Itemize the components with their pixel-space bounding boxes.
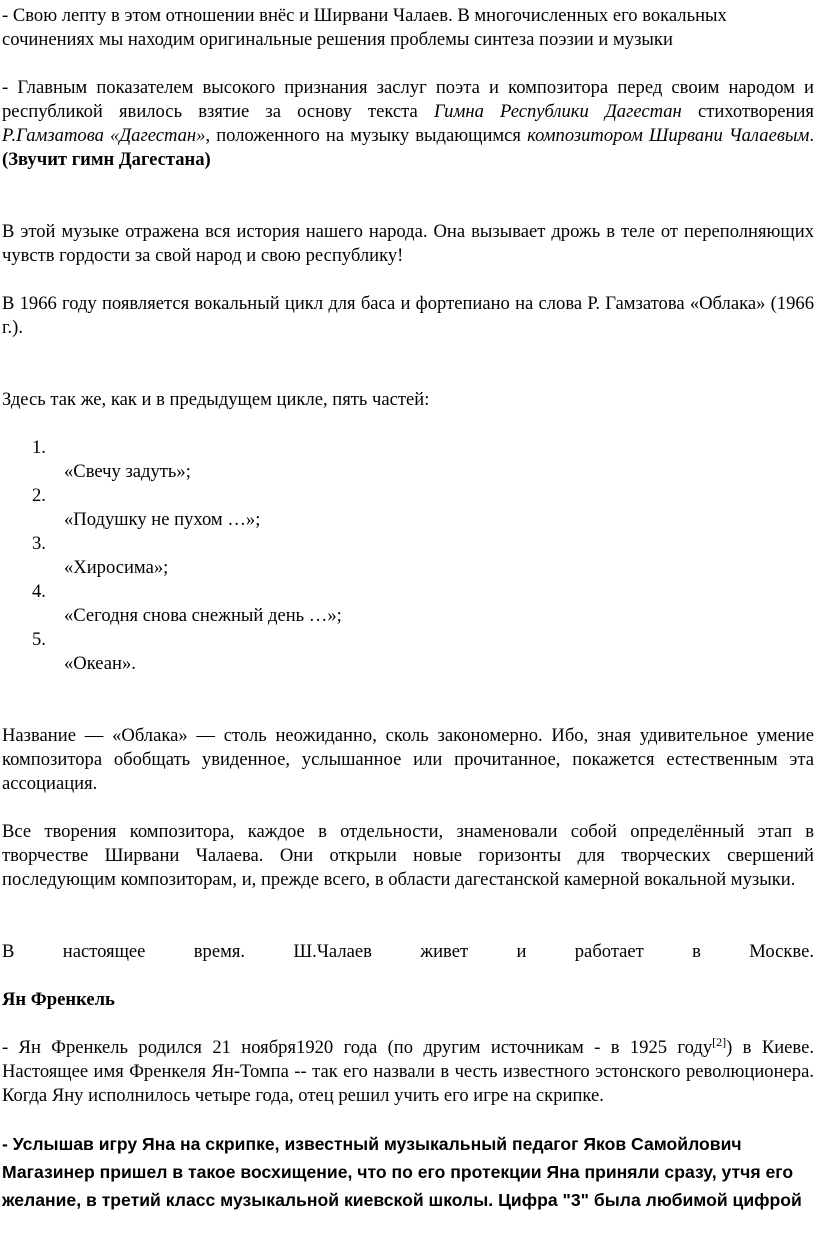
anthem-cue: (Звучит гимн Дагестана) <box>2 149 211 170</box>
frenkel-text-2: ) в Киеве. Настоящее имя Френкеля Ян-Томпа -- так его назвали в честь известного эстонского революционера. Когда Яну исполнилось четыре года, отец решил учить его игре на скрипке. <box>2 1037 814 1106</box>
list-number: 1. <box>32 437 46 458</box>
list-item <box>2 532 814 580</box>
list-number: 2. <box>32 485 46 506</box>
paragraph-moscow: В настоящее время. Ш.Чалаев живет и работает в Москве. <box>2 941 814 962</box>
anthem-title: Гимна Республики Дагестан <box>433 101 682 122</box>
paragraph-frenkel-birth <box>2 1036 814 1108</box>
list-item <box>2 484 814 532</box>
anthem-poem: Р.Гамзатова «Дагестан» <box>2 125 206 146</box>
paragraph-title-clouds: Название — «Облака» — столь неожиданно, сколь закономерно. Ибо, зная удивительное умение композитора обобщать увиденное, услышанное или прочитанное, покажется естественным эта ассоциация. <box>2 725 814 794</box>
list-text: «Океан». <box>64 653 136 674</box>
section-heading-frenkel: Ян Френкель <box>2 989 115 1010</box>
paragraph-works: Все творения композитора, каждое в отдельности, знаменовали собой определённый этап в творчестве Ширвани Чалаева. Они открыли новые горизонты для творческих свершений последующим композиторам, и, прежде всего, в области дагестанской камерной вокальной музыки. <box>2 821 814 890</box>
list-item <box>2 436 814 484</box>
list-text: «Свечу задуть»; <box>64 461 191 482</box>
list-number: 5. <box>32 629 46 650</box>
anthem-composer: композитором Ширвани Чалаевым <box>527 125 810 146</box>
anthem-text-1: - Главным показателем высокого признания заслуг поэта и композитора перед своим народом и республикой явилось взятие за основу текста <box>2 77 814 122</box>
parts-list <box>2 436 814 676</box>
anthem-text-2: стихотворения <box>681 101 814 122</box>
footnote-ref: [2] <box>712 1034 727 1049</box>
list-text: «Хиросима»; <box>64 557 169 578</box>
anthem-text-3: , положенного на музыку выдающимся <box>205 125 528 146</box>
list-number: 3. <box>32 533 46 554</box>
paragraph-cycle-1966: В 1966 году появляется вокальный цикл для баса и фортепиано на слова Р. Гамзатова «Облака» (1966 г.). <box>2 293 814 338</box>
paragraph-anthem <box>2 76 814 172</box>
paragraph-history: В этой музыке отражена вся история нашего народа. Она вызывает дрожь в теле от переполняющих чувств гордости за свой народ и свою республику! <box>2 221 814 266</box>
paragraph-frenkel-violin: - Услышав игру Яна на скрипке, известный музыкальный педагог Яков Самойлович Магазинер пришел в такое восхищение, что по его протекции Яна приняли сразу, утчя его желание, в третий класс музыкальной киевской школы. Цифра "3" была любимой цифрой <box>2 1134 802 1210</box>
list-item <box>2 628 814 676</box>
list-item <box>2 580 814 628</box>
paragraph-chalaev-contribution: - Свою лепту в этом отношении внёс и Ширвани Чалаев. В многочисленных его вокальных сочинениях мы находим оригинальные решения проблемы синтеза поэзии и музыки <box>2 5 727 50</box>
anthem-text-4: . <box>809 125 815 146</box>
paragraph-five-parts: Здесь так же, как и в предыдущем цикле, пять частей: <box>2 389 430 410</box>
list-text: «Сегодня снова снежный день …»; <box>64 605 342 626</box>
list-text: «Подушку не пухом …»; <box>64 509 261 530</box>
frenkel-text-1: - Ян Френкель родился 21 ноября1920 года (по другим источникам - в 1925 году <box>2 1037 713 1058</box>
list-number: 4. <box>32 581 46 602</box>
